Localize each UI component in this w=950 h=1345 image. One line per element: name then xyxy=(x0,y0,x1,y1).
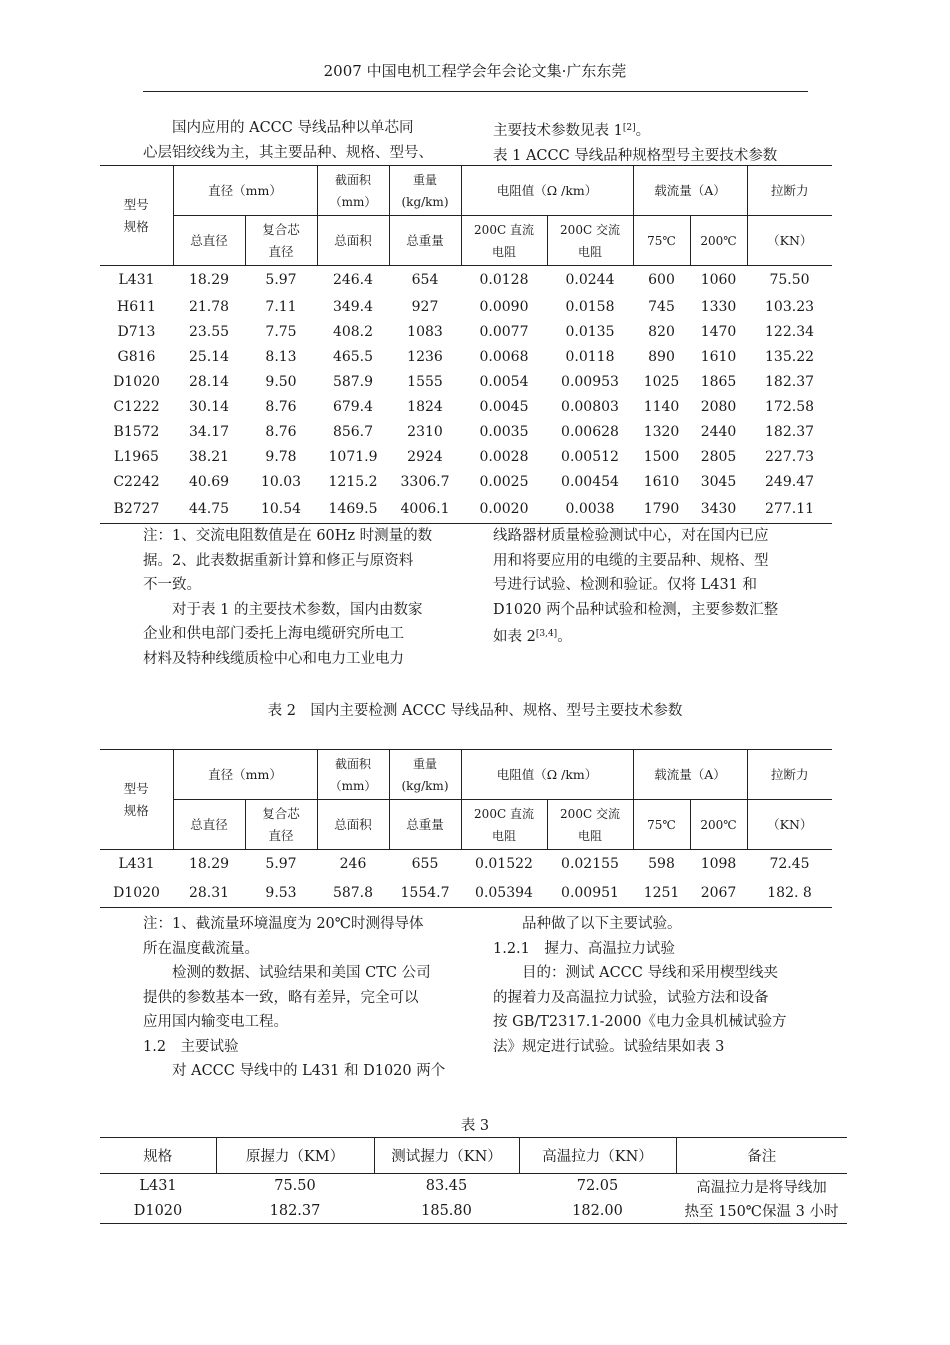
table-cell: 28.14 xyxy=(188,374,230,390)
header-model-line1: 型号 xyxy=(123,780,149,796)
t3-cell: 75.50 xyxy=(274,1178,316,1195)
header-diameter: 直径（mm） xyxy=(173,750,317,800)
table-cell: 9.78 xyxy=(265,449,297,465)
table-cell: 3306.7 xyxy=(400,474,450,490)
table-row xyxy=(100,266,832,295)
header-core-diameter xyxy=(245,800,317,850)
table-cell: 0.0035 xyxy=(479,424,529,440)
table-cell: 0.0128 xyxy=(479,272,529,289)
table-cell: 654 xyxy=(411,272,439,289)
note2-line-2: 所在温度截流量。 xyxy=(143,940,259,957)
header-tensile: 拉断力 xyxy=(747,750,832,800)
table-cell: 1470 xyxy=(700,324,737,340)
note2-line-5: 应用国内输变电工程。 xyxy=(143,1014,288,1030)
intro-line-1: 国内应用的 ACCC 导线品种以单芯同 xyxy=(172,120,414,136)
table-cell: 587.8 xyxy=(317,879,389,908)
table-cell: 1098 xyxy=(700,856,737,873)
note1-line-3: 不一致。 xyxy=(143,577,201,593)
table-cell: 856.7 xyxy=(332,424,374,440)
table-cell: 8.76 xyxy=(265,399,297,415)
table-cell: 1215.2 xyxy=(328,474,378,490)
table-row xyxy=(100,1174,847,1199)
note2-line-12: 按 GB/T2317.1-2000《电力金具机械试验方 xyxy=(493,1014,787,1030)
table-cell: 0.0244 xyxy=(565,272,615,289)
table-cell: 249.47 xyxy=(765,474,815,490)
note1-line-7: 线路器材质量检验测试中心，对在国内已应 xyxy=(493,528,769,544)
note1-line-1: 注：1、交流电阻数值是在 60Hz 时测量的数 xyxy=(143,528,433,544)
header-weight-line1: 重量 xyxy=(412,756,437,771)
table-cell: 0.0054 xyxy=(479,374,529,390)
row-model: L1965 xyxy=(114,449,159,465)
header-kn: （KN） xyxy=(747,800,832,850)
header-200c: 200℃ xyxy=(690,800,747,850)
table-cell: 18.29 xyxy=(188,856,230,873)
header-weight xyxy=(389,750,461,800)
table-cell: 820 xyxy=(648,324,675,340)
table-cell: 246.4 xyxy=(332,272,374,289)
table-cell: 18.29 xyxy=(188,272,230,289)
table-cell: 7.11 xyxy=(265,299,297,315)
table-cell: 1083 xyxy=(407,324,443,340)
header-weight-line2: (kg/km) xyxy=(401,778,449,793)
table-cell: 2080 xyxy=(700,399,737,415)
header-rule xyxy=(143,91,808,92)
header-ac-line1: 200C 交流 xyxy=(560,806,620,821)
note2-line-7: 对 ACCC 导线中的 L431 和 D1020 两个 xyxy=(172,1063,446,1079)
header-section-line1: 截面积 xyxy=(334,172,371,187)
intro-line-2: 心层铝绞线为主，其主要品种、规格、型号、 xyxy=(143,144,433,161)
table-cell: 408.2 xyxy=(332,324,374,340)
table-row xyxy=(100,445,832,470)
table-cell: 103.23 xyxy=(765,299,815,315)
table-cell: 1140 xyxy=(643,399,680,415)
table-cell: 1251 xyxy=(633,879,690,908)
t3-header-high-temp: 高温拉力（KN） xyxy=(519,1138,676,1174)
note1-text-end: 。 xyxy=(557,629,572,645)
table-cell: 246 xyxy=(339,856,367,873)
table-row xyxy=(100,395,832,420)
table-row xyxy=(100,470,832,495)
row-model: C2242 xyxy=(113,474,160,490)
table-cell: 5.97 xyxy=(265,856,297,873)
table-row xyxy=(100,1199,847,1224)
table-row xyxy=(100,370,832,395)
table-cell: 3430 xyxy=(690,495,747,524)
table-cell: 34.17 xyxy=(188,424,230,440)
header-diameter: 直径（mm） xyxy=(173,166,317,216)
section-heading-1-2: 1.2 主要试验 xyxy=(143,1038,239,1055)
table-cell: 7.75 xyxy=(265,324,297,340)
t3-cell: 182.37 xyxy=(216,1199,374,1224)
table-cell: 23.55 xyxy=(188,324,230,340)
table-cell: 1330 xyxy=(700,299,737,315)
table-cell: 5.97 xyxy=(265,272,297,289)
table-cell: 30.14 xyxy=(188,399,230,415)
table-cell: 75.50 xyxy=(769,272,810,289)
table-cell: 2310 xyxy=(407,424,443,440)
table-cell: 8.76 xyxy=(265,424,297,440)
table-cell: 0.0090 xyxy=(479,299,529,315)
note1-line-10: D1020 两个品种试验和检测，主要参数汇整 xyxy=(493,601,779,618)
t3-cell: D1020 xyxy=(100,1199,216,1224)
header-total-diameter: 总直径 xyxy=(173,216,245,266)
t3-remark-line2: 热至 150℃保温 3 小时 xyxy=(676,1199,847,1224)
table-cell: 0.0135 xyxy=(565,324,615,340)
table-cell: 1500 xyxy=(643,449,680,465)
table-cell: 0.01522 xyxy=(475,856,533,873)
table3-caption: 表 3 xyxy=(460,1118,490,1134)
header-total-weight: 总重量 xyxy=(389,800,461,850)
table-1 xyxy=(100,165,832,524)
table-cell: 655 xyxy=(411,856,439,873)
table-cell: 0.0020 xyxy=(461,495,547,524)
header-section xyxy=(317,166,389,216)
table-cell: 0.05394 xyxy=(461,879,547,908)
table-cell: 1790 xyxy=(633,495,690,524)
table-cell: 1610 xyxy=(700,349,737,365)
header-core-line1: 复合芯 xyxy=(262,221,300,237)
header-core-line1: 复合芯 xyxy=(262,805,300,821)
header-capacity: 载流量（A） xyxy=(633,750,747,800)
header-weight-line1: 重量 xyxy=(412,172,437,187)
t3-cell: L431 xyxy=(139,1178,177,1195)
header-core-diameter xyxy=(245,216,317,266)
table-cell: 0.00512 xyxy=(561,449,619,465)
running-header: 2007 中国电机工程学会年会论文集·广东东莞 xyxy=(323,62,627,80)
table-cell: 4006.1 xyxy=(389,495,461,524)
row-model: L431 xyxy=(118,856,155,873)
intro-line-3 xyxy=(493,116,813,144)
table-cell: 0.00951 xyxy=(547,879,633,908)
table-cell: 679.4 xyxy=(332,399,374,415)
header-dc-resistance xyxy=(461,800,547,850)
t3-cell: 72.05 xyxy=(576,1178,619,1195)
header-total-area: 总面积 xyxy=(317,216,389,266)
table-cell: 0.0038 xyxy=(547,495,633,524)
header-weight xyxy=(389,166,461,216)
table-cell: 0.00454 xyxy=(561,474,619,490)
table-row xyxy=(100,850,832,879)
t3-header-spec: 规格 xyxy=(100,1138,216,1174)
table-cell: 349.4 xyxy=(332,299,374,315)
note1-line-4: 对于表 1 的主要技术参数，国内由数家 xyxy=(172,601,423,618)
header-dc-line1: 200C 直流 xyxy=(474,806,534,821)
table-cell: 1236 xyxy=(407,349,443,365)
header-75c: 75℃ xyxy=(633,800,690,850)
table-cell: 890 xyxy=(648,349,675,365)
intro-text: 主要技术参数见表 1 xyxy=(493,123,623,139)
t3-cell: 83.45 xyxy=(425,1178,468,1195)
t3-cell: 182.00 xyxy=(519,1199,676,1224)
note2-left-column xyxy=(143,912,473,1084)
header-section-line2: （mm） xyxy=(329,194,377,209)
header-model xyxy=(100,166,173,266)
table-cell: 600 xyxy=(648,272,675,289)
table-2-body xyxy=(100,850,832,908)
table-cell: 8.13 xyxy=(265,349,297,365)
table-cell: 2924 xyxy=(407,449,443,465)
table-3 xyxy=(100,1137,847,1224)
note2-line-8: 品种做了以下主要试验。 xyxy=(522,916,682,932)
row-model: D1020 xyxy=(113,374,160,390)
row-model: G816 xyxy=(117,349,156,365)
row-model: H611 xyxy=(117,299,156,315)
intro-left-column xyxy=(143,116,473,165)
table-cell: 72.45 xyxy=(769,856,810,873)
table1-caption: 表 1 ACCC 导线品种规格型号主要技术参数 xyxy=(493,147,778,164)
section-heading-1-2-1: 1.2.1 握力、高温拉力试验 xyxy=(493,940,675,957)
table-cell: 1824 xyxy=(407,399,443,415)
table-cell: 0.0077 xyxy=(479,324,529,340)
intro-right-column xyxy=(493,116,813,168)
note2-line-3: 检测的数据、试验结果和美国 CTC 公司 xyxy=(172,965,431,981)
table-cell: 0.00803 xyxy=(561,399,619,415)
header-section-line1: 截面积 xyxy=(334,756,371,771)
table-1-body xyxy=(100,266,832,524)
note1-line-5: 企业和供电部门委托上海电缆研究所电工 xyxy=(143,626,404,642)
header-dc-resistance xyxy=(461,216,547,266)
header-75c: 75℃ xyxy=(633,216,690,266)
table-cell: 38.21 xyxy=(188,449,230,465)
table-cell: 2440 xyxy=(700,424,737,440)
note1-line-9: 号进行试验、检测和验证。仅将 L431 和 xyxy=(493,577,758,593)
table-row xyxy=(100,420,832,445)
header-model-line2: 规格 xyxy=(123,218,149,234)
header-total-area: 总面积 xyxy=(317,800,389,850)
note2-line-10: 目的：测试 ACCC 导线和采用楔型线夹 xyxy=(522,965,778,981)
header-resistance: 电阻值（Ω /km） xyxy=(461,750,633,800)
header-total-diameter: 总直径 xyxy=(173,800,245,850)
header-core-line2: 直径 xyxy=(268,243,294,259)
citation: [3,4] xyxy=(535,629,558,639)
table-cell: 1060 xyxy=(700,272,737,289)
note2-line-11: 的握着力及高温拉力试验，试验方法和设备 xyxy=(493,989,769,1006)
table-2 xyxy=(100,749,832,908)
table-cell: 172.58 xyxy=(765,399,815,415)
table-row xyxy=(100,320,832,345)
table-cell: 3045 xyxy=(700,474,737,490)
header-ac-line2: 电阻 xyxy=(578,244,603,259)
table-cell: 0.00628 xyxy=(561,424,619,440)
header-capacity: 载流量（A） xyxy=(633,166,747,216)
table-cell: 2805 xyxy=(700,449,737,465)
header-dc-line1: 200C 直流 xyxy=(474,222,534,237)
table-cell: 1554.7 xyxy=(389,879,461,908)
table-cell: 1469.5 xyxy=(317,495,389,524)
note1-line-11 xyxy=(493,622,813,650)
header-tensile: 拉断力 xyxy=(747,166,832,216)
table-cell: 40.69 xyxy=(188,474,230,490)
table-cell: 1320 xyxy=(643,424,680,440)
note2-line-13: 法》规定进行试验。试验结果如表 3 xyxy=(493,1038,725,1055)
note2-line-4: 提供的参数基本一致，略有差异，完全可以 xyxy=(143,989,419,1006)
note1-text: 如表 2 xyxy=(493,629,536,645)
table-cell: 745 xyxy=(648,299,675,315)
header-dc-line2: 电阻 xyxy=(491,828,516,843)
table-row xyxy=(100,345,832,370)
table-cell: 135.22 xyxy=(765,349,815,365)
table-cell: 182.37 xyxy=(765,424,815,440)
table-cell: 927 xyxy=(411,299,439,315)
table-cell: 0.0025 xyxy=(479,474,529,490)
note1-right-column xyxy=(493,524,813,650)
header-core-line2: 直径 xyxy=(268,827,294,843)
header-200c: 200℃ xyxy=(690,216,747,266)
header-total-weight: 总重量 xyxy=(389,216,461,266)
table-cell: 28.31 xyxy=(173,879,245,908)
table-cell: 44.75 xyxy=(173,495,245,524)
table-cell: 0.0158 xyxy=(565,299,615,315)
note1-line-8: 用和将要应用的电缆的主要品种、规格、型 xyxy=(493,552,769,569)
row-model: B2727 xyxy=(100,495,173,524)
header-ac-line1: 200C 交流 xyxy=(560,222,620,237)
table-cell: 2067 xyxy=(690,879,747,908)
table-row xyxy=(100,295,832,320)
table-cell: 0.00953 xyxy=(561,374,619,390)
t3-remark-line1: 高温拉力是将导线加 xyxy=(696,1179,827,1196)
table-cell: 277.11 xyxy=(747,495,832,524)
table-cell: 0.0118 xyxy=(565,349,615,365)
note2-right-column xyxy=(493,912,813,1059)
header-model-line2: 规格 xyxy=(123,802,149,818)
table-cell: 227.73 xyxy=(765,449,815,465)
table-cell: 465.5 xyxy=(332,349,374,365)
citation: [2] xyxy=(622,123,636,133)
table-cell: 0.02155 xyxy=(561,856,619,873)
header-resistance: 电阻值（Ω /km） xyxy=(461,166,633,216)
table-cell: 1025 xyxy=(643,374,680,390)
table-cell: 1610 xyxy=(643,474,680,490)
header-kn: （KN） xyxy=(747,216,832,266)
header-dc-line2: 电阻 xyxy=(491,244,516,259)
note1-left-column xyxy=(143,524,473,671)
header-ac-line2: 电阻 xyxy=(578,828,603,843)
t3-cell: 185.80 xyxy=(374,1199,519,1224)
table-cell: 10.03 xyxy=(260,474,302,490)
t3-header-remark: 备注 xyxy=(676,1138,847,1174)
table-cell: 598 xyxy=(648,856,675,873)
note1-line-6: 材料及特种线缆质检中心和电力工业电力 xyxy=(143,650,404,667)
header-ac-resistance xyxy=(547,800,633,850)
header-ac-resistance xyxy=(547,216,633,266)
table-row xyxy=(100,495,832,524)
table-cell: 9.50 xyxy=(265,374,297,390)
table-cell: 1071.9 xyxy=(328,449,378,465)
header-section xyxy=(317,750,389,800)
table-cell: 1555 xyxy=(407,374,443,390)
t3-header-test-grip: 测试握力（KN） xyxy=(374,1138,519,1174)
row-model: C1222 xyxy=(113,399,160,415)
note1-line-2: 据。2、此表数据重新计算和修正与原资料 xyxy=(143,552,414,569)
table-cell: 122.34 xyxy=(765,324,815,340)
table2-caption: 表 2 国内主要检测 ACCC 导线品种、规格、型号主要技术参数 xyxy=(267,703,683,719)
header-section-line2: （mm） xyxy=(329,778,377,793)
table-cell: 25.14 xyxy=(188,349,230,365)
row-model: L431 xyxy=(118,272,155,289)
row-model: B1572 xyxy=(113,424,160,440)
intro-text-end: 。 xyxy=(635,123,651,139)
t3-header-original-grip: 原握力（KM） xyxy=(216,1138,374,1174)
table-cell: 182. 8 xyxy=(747,879,832,908)
table-cell: 9.53 xyxy=(245,879,317,908)
table-cell: 10.54 xyxy=(245,495,317,524)
note2-line-1: 注：1、截流量环境温度为 20℃时测得导体 xyxy=(143,916,424,932)
table-cell: 0.0028 xyxy=(479,449,529,465)
table-cell: 0.0045 xyxy=(479,399,529,415)
header-weight-line2: (kg/km) xyxy=(401,194,449,209)
table-cell: 182.37 xyxy=(765,374,815,390)
header-model xyxy=(100,750,173,850)
table-cell: 0.0068 xyxy=(479,349,529,365)
table-cell: 587.9 xyxy=(332,374,374,390)
table-cell: 1865 xyxy=(700,374,737,390)
table-cell: 21.78 xyxy=(188,299,230,315)
row-model: D713 xyxy=(117,324,156,340)
table-row xyxy=(100,879,832,908)
header-model-line1: 型号 xyxy=(123,196,149,212)
row-model: D1020 xyxy=(100,879,173,908)
